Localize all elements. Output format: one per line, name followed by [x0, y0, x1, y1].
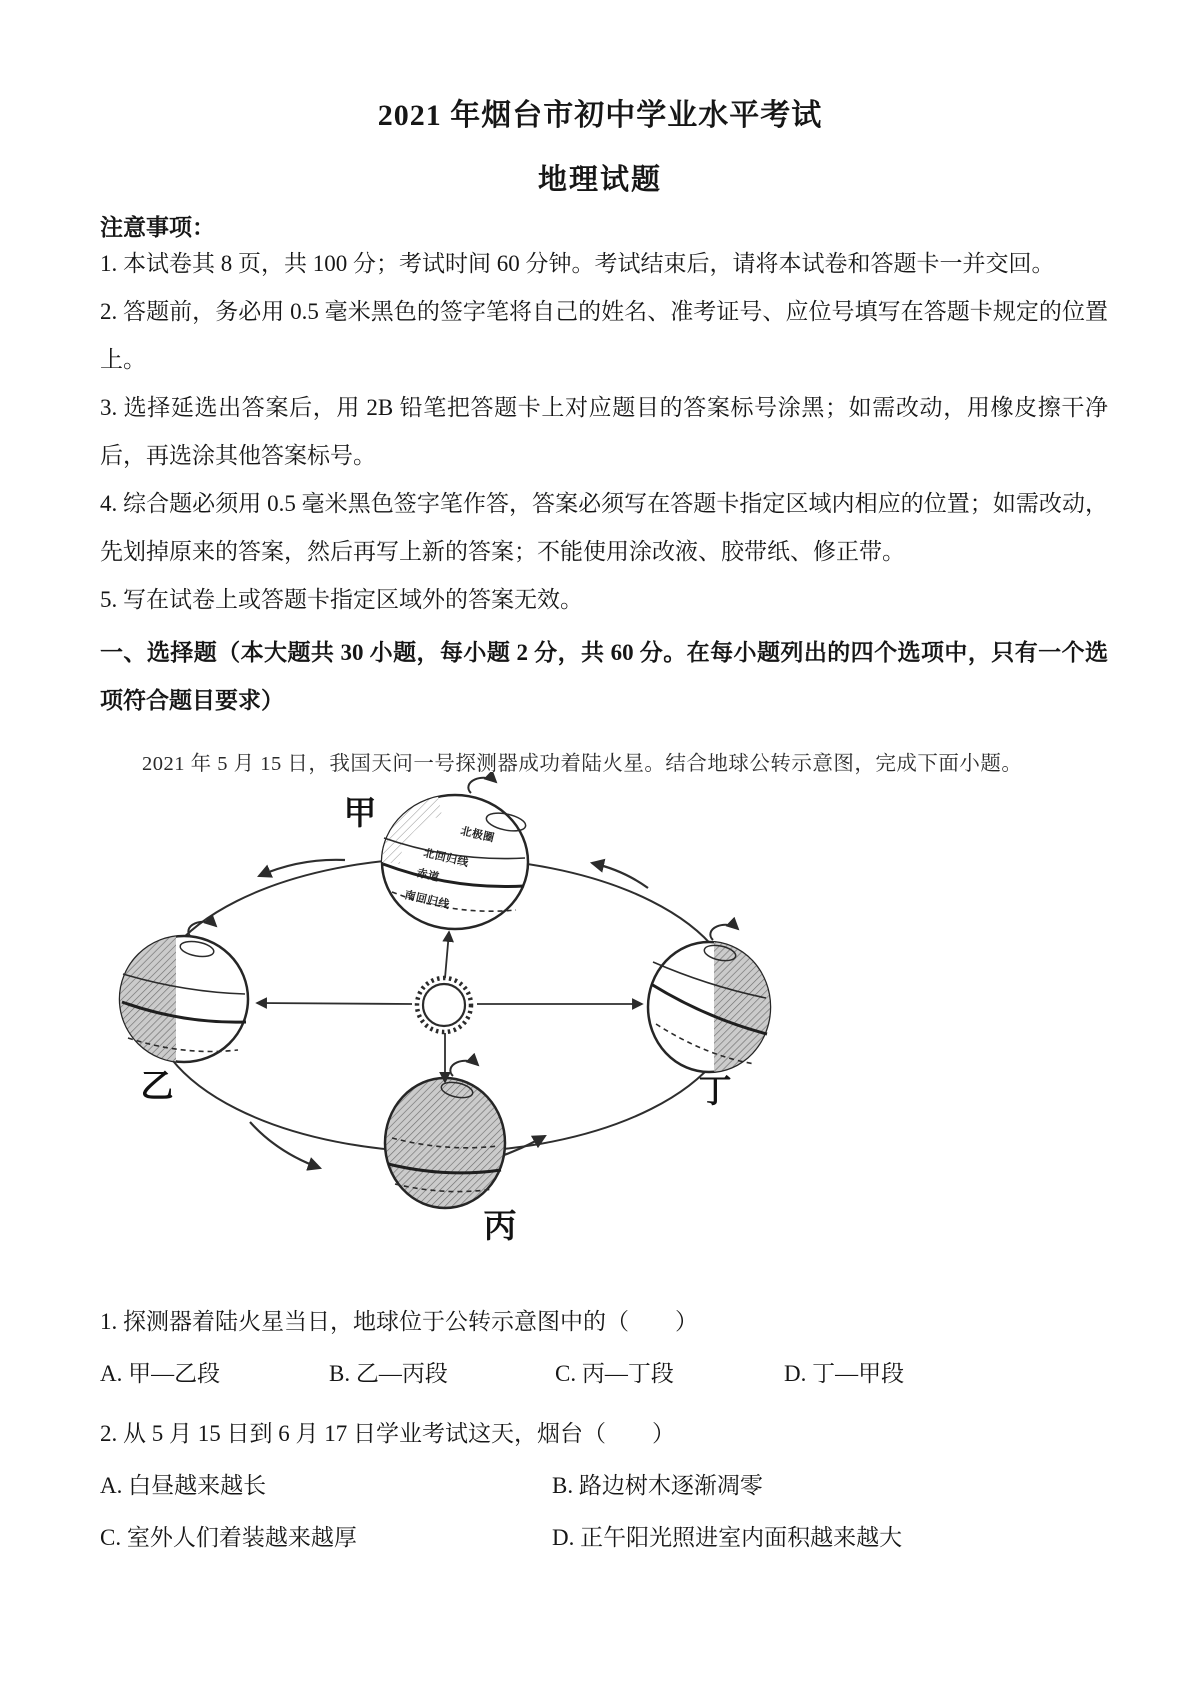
- arctic-circle-label: 北极圈: [459, 825, 496, 845]
- exam-title: 2021 年烟台市初中学业水平考试: [377, 99, 823, 132]
- tropic-of-capricorn-label: 南回归线: [403, 889, 451, 912]
- notice-list: [100, 240, 1108, 624]
- position-label-bottom: 丙: [483, 1209, 517, 1245]
- notice-item-1: 1. 本试卷其 8 页，共 100 分；考试时间 60 分钟。考试结束后，请将本试卷和答题卡一并交回。: [100, 251, 1055, 276]
- exam-subtitle: 地理试题: [537, 164, 662, 196]
- globe-position-bottom: [385, 1078, 505, 1208]
- question-2-option-a: A. 白昼越来越长: [100, 1473, 267, 1498]
- question-1-option-a: A. 甲—乙段: [100, 1361, 221, 1386]
- notice-item-4: 4. 综合题必须用 0.5 毫米黑色签字笔作答，答案必须写在答题卡指定区域内相应的位置；如需改动，先划掉原来的答案，然后再写上新的答案；不能使用涂改液、胶带纸、修正带。: [100, 491, 1108, 564]
- notice-item-5: 5. 写在试卷上或答题卡指定区域外的答案无效。: [100, 587, 583, 612]
- earth-revolution-diagram: [108, 772, 788, 1252]
- position-label-left: 乙: [140, 1069, 174, 1105]
- question-2-stem: 2. 从 5 月 15 日到 6 月 17 日学业考试这天，烟台（ ）: [100, 1421, 675, 1446]
- sunlight-arrow-left: [257, 1003, 412, 1004]
- question-2-option-b: B. 路边树木逐渐凋零: [552, 1473, 763, 1498]
- globe-position-left: [116, 932, 248, 1066]
- question-2-options-row-2: [100, 1519, 1110, 1551]
- notice-heading: 注意事项：: [100, 215, 215, 240]
- position-label-top: 甲: [343, 796, 377, 832]
- notice-item-2: 2. 答题前，务必用 0.5 毫米黑色的签字笔将自己的姓名、准考证号、应位号填写在答题卡规定的位置上。: [100, 299, 1108, 372]
- sun-icon: [417, 978, 471, 1032]
- figure-container: [108, 772, 788, 1252]
- orbit-arrow-top-right: [592, 863, 648, 888]
- question-2-option-c: C. 室外人们着装越来越厚: [100, 1525, 357, 1550]
- section-heading: 一、选择题（本大题共 30 小题，每小题 2 分，共 60 分。在每小题列出的四个选项中，只有一个选项符合题目要求）: [100, 640, 1108, 713]
- notice-item-3: 3. 选择延选出答案后，用 2B 铅笔把答题卡上对应题目的答案标号涂黑；如需改动，用橡皮擦干净后，再选涂其他答案标号。: [100, 395, 1108, 468]
- rotation-arrow-icon-bottom: [450, 1061, 478, 1076]
- question-1-stem: 1. 探测器着陆火星当日，地球位于公转示意图中的（ ）: [100, 1309, 698, 1334]
- question-passage: 2021 年 5 月 15 日，我国天问一号探测器成功着陆火星。结合地球公转示意图，完成下面小题。: [142, 753, 1023, 775]
- equator-label: 赤道: [415, 867, 441, 885]
- tropic-of-cancer-label: 北回归线: [422, 847, 470, 870]
- question-1-option-b: B. 乙—丙段: [329, 1361, 448, 1386]
- question-2-option-d: D. 正午阳光照进室内面积越来越大: [552, 1525, 903, 1550]
- night-shading-left-half: [116, 932, 176, 1066]
- globe-position-top: [382, 795, 528, 929]
- night-shading-full: [385, 1078, 505, 1208]
- question-1-option-d: D. 丁—甲段: [784, 1361, 905, 1386]
- orbit-arrow-top-left: [259, 860, 345, 876]
- question-1-option-c: C. 丙—丁段: [555, 1361, 674, 1386]
- question-2-options-row-1: [100, 1467, 1110, 1499]
- rotation-arrow-icon-right: [710, 925, 738, 940]
- rotation-arrow-icon-top: [468, 778, 496, 793]
- question-1-options: [100, 1355, 1110, 1387]
- position-label-right: 丁: [698, 1074, 732, 1110]
- globe-position-right: [648, 940, 772, 1076]
- sunlight-arrow-up: [445, 932, 449, 978]
